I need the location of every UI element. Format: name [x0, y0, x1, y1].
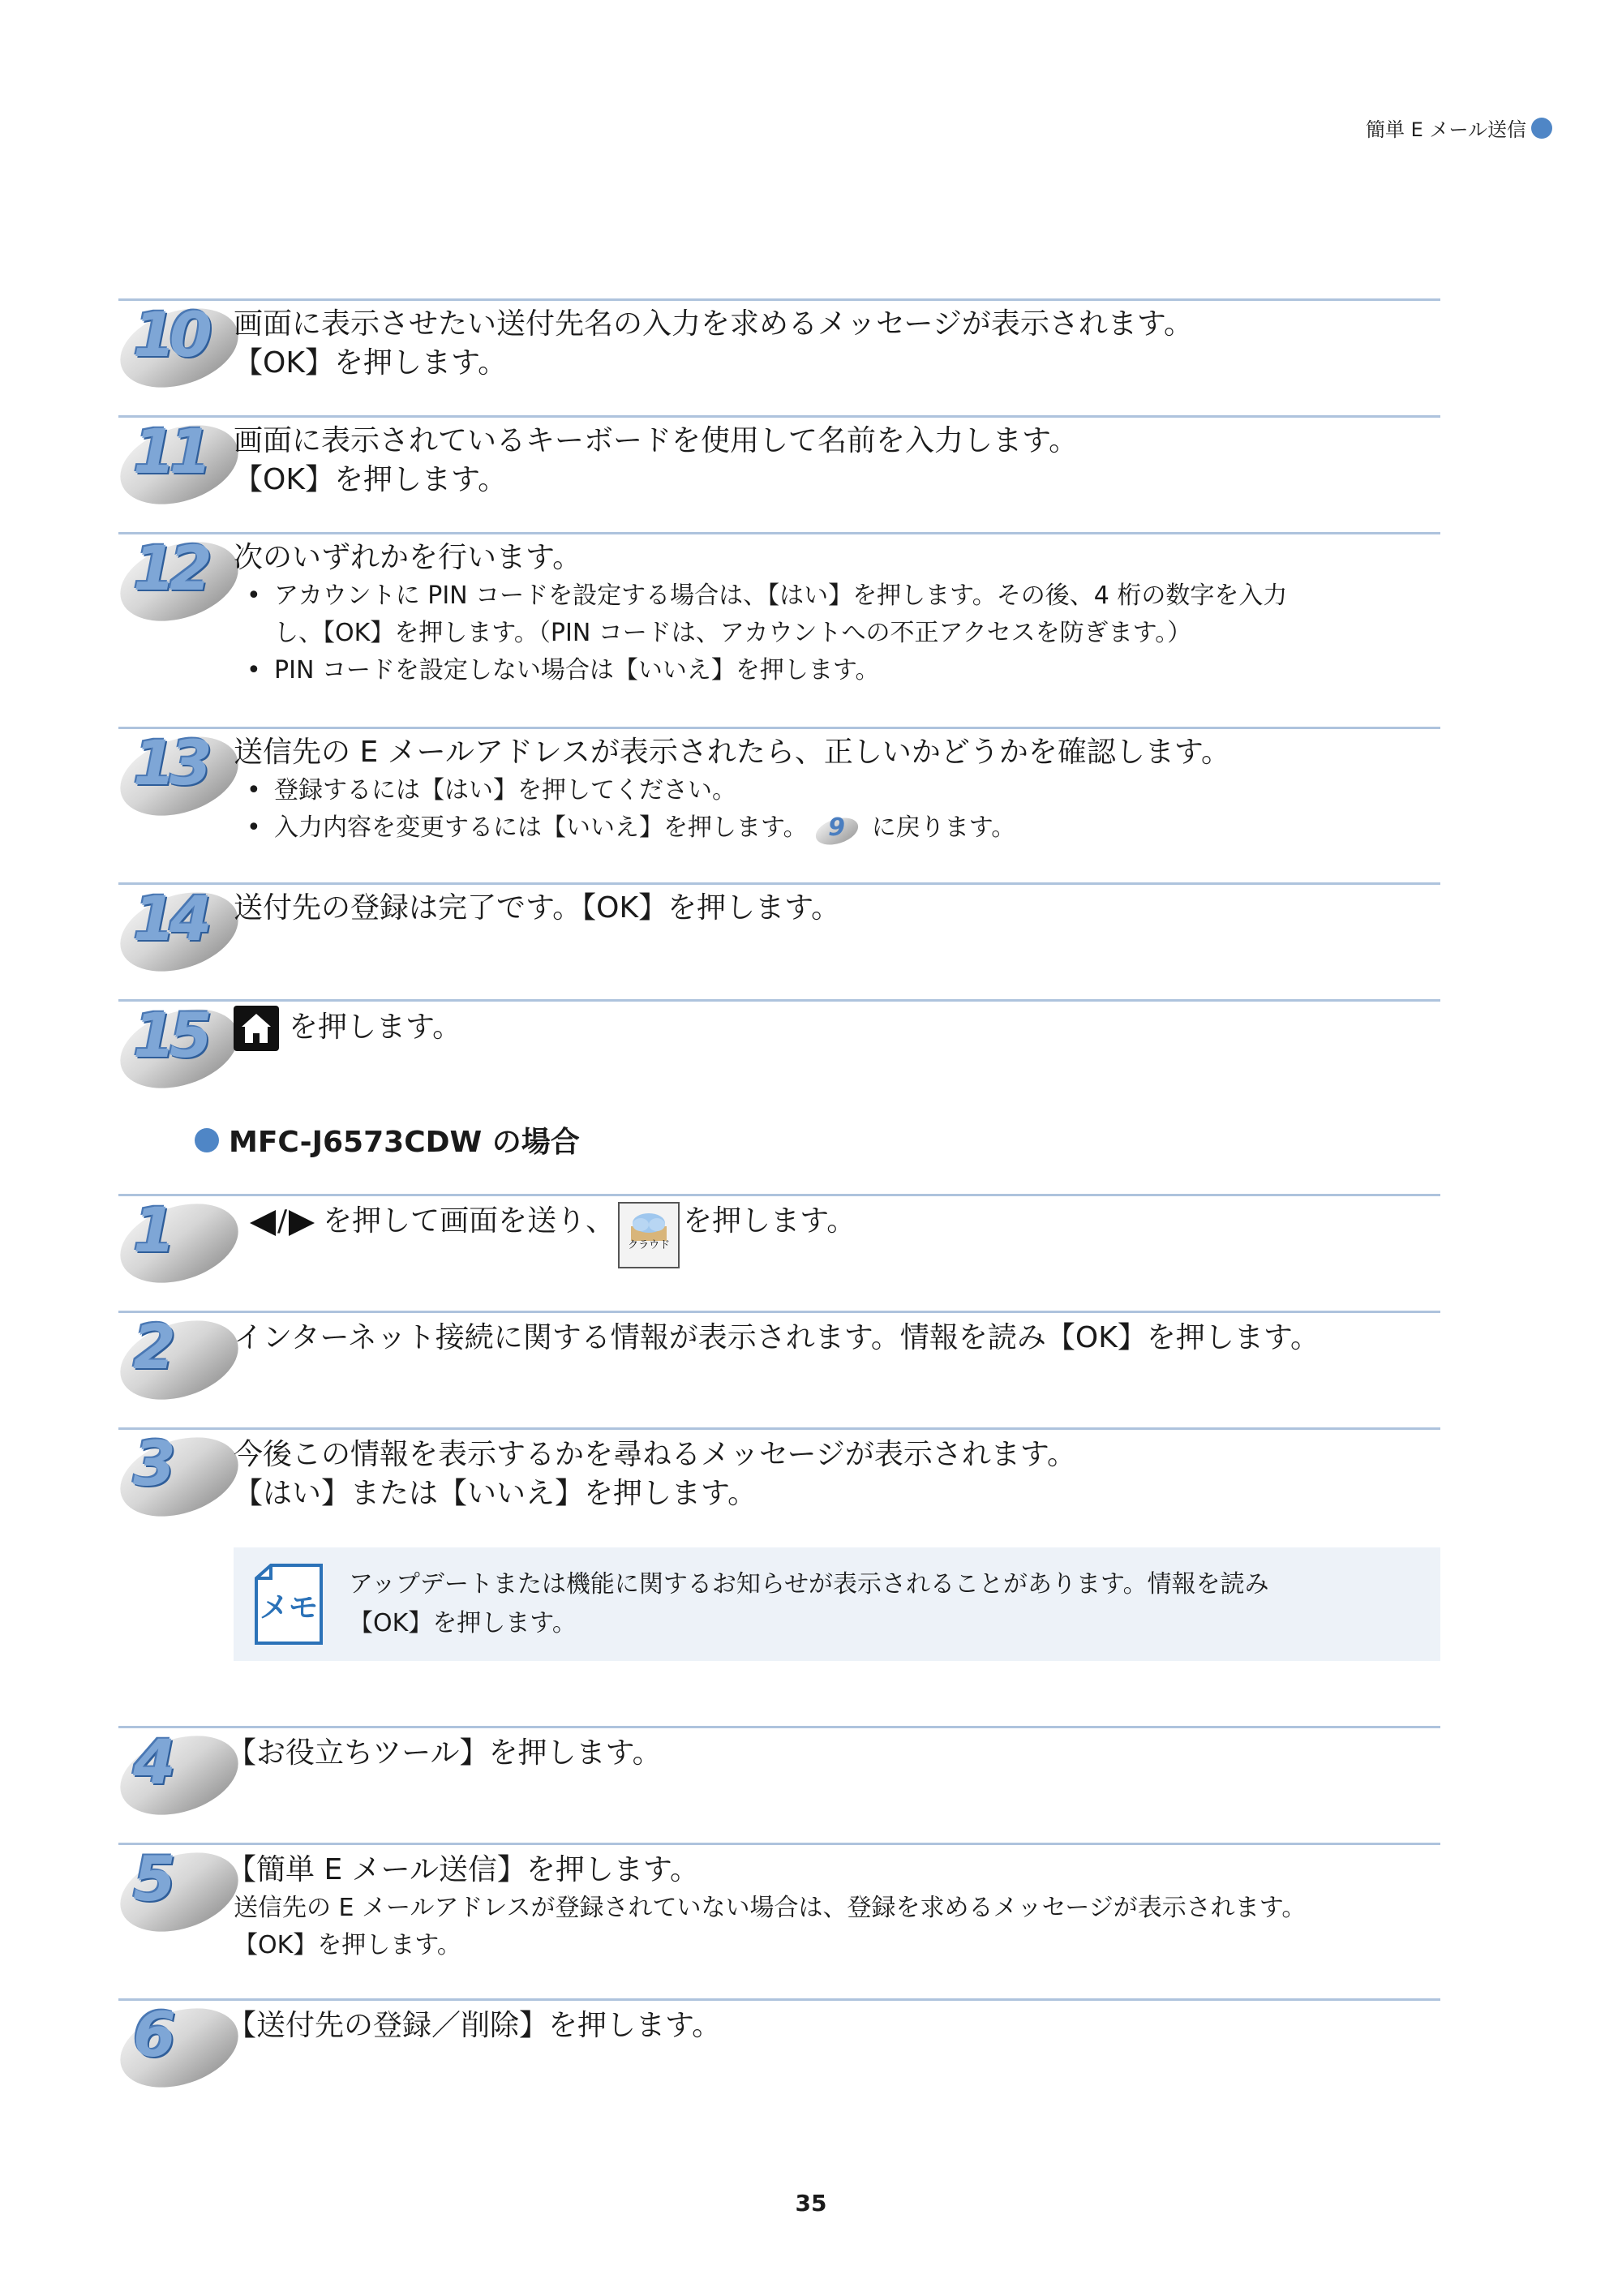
memo-text: アップデートまたは機能に関するお知らせが表示されることがあります。情報を読み 【OK】を押します。 — [349, 1570, 1269, 1637]
bullet-item: • 入力内容を変更するには【いいえ】を押します。 9 に戻ります。 — [234, 809, 1450, 847]
step-1 — [234, 1202, 1450, 1268]
bullet-item: • 登録するには【はい】を押してください。 — [234, 772, 1450, 809]
step-text: を押します。 — [289, 1011, 462, 1044]
step-6 — [227, 2006, 1444, 2045]
step-text: 画面に表示させたい送付先名の入力を求めるメッセージが表示されます。 — [234, 307, 1193, 341]
slash-separator: / — [277, 1204, 288, 1238]
step-badge-14: 14 — [118, 886, 240, 975]
step-text: を押して画面を送り、 — [323, 1204, 616, 1238]
bullet-dot-icon — [195, 1128, 219, 1152]
divider — [118, 1998, 1440, 2001]
memo-icon — [253, 1564, 324, 1645]
step-badge-2: 2 — [118, 1314, 240, 1403]
step-5 — [227, 1851, 1444, 1964]
step-badge-10: 10 — [118, 302, 240, 391]
home-icon[interactable] — [234, 1006, 279, 1051]
step-badge-12: 12 — [118, 535, 240, 624]
divider — [118, 727, 1440, 729]
step-badge-1: 1 — [118, 1197, 240, 1286]
bullet-item: • アカウントに PIN コードを設定する場合は、【はい】を押します。その後、4 桁の数字を入力 し、【OK】を押します。（PIN コードは、アカウントへの不正アクセスを防ぎます。） — [234, 577, 1450, 652]
right-arrow-icon[interactable] — [287, 1208, 316, 1248]
step-badge-15: 15 — [118, 1002, 240, 1092]
step-text: インターネット接続に関する情報が表示されます。情報を読み【OK】を押します。 — [234, 1321, 1319, 1354]
step-text: 次のいずれかを行います。 — [234, 541, 582, 574]
step-subtext: 【OK】を押します。 — [234, 1931, 461, 1959]
divider — [118, 1311, 1440, 1313]
step-11 — [234, 422, 1450, 500]
divider — [118, 999, 1440, 1002]
step-text: 【お役立ちツール】を押します。 — [227, 1736, 662, 1770]
divider — [118, 532, 1440, 534]
step-text: 送信先の E メールアドレスが表示されたら、正しいかどうかを確認します。 — [234, 736, 1230, 769]
divider — [118, 298, 1440, 301]
step-15 — [234, 1006, 1450, 1051]
running-header — [1366, 114, 1552, 142]
page-number: 35 — [795, 2190, 827, 2217]
svg-text:メモ: メモ — [259, 1591, 319, 1624]
step-text: 送付先の登録は完了です。【OK】を押します。 — [234, 891, 841, 925]
step-14 — [234, 889, 1450, 928]
section-heading — [195, 1119, 580, 1161]
header-title: 簡単 E メール送信 — [1366, 118, 1526, 141]
step-3 — [234, 1436, 1450, 1513]
cloud-button-label: クラウド — [628, 1239, 671, 1251]
step-text: 【送付先の登録／削除】を押します。 — [227, 2009, 722, 2042]
step-ref-badge-9[interactable]: 9 — [815, 813, 859, 845]
bullet-item: • PIN コードを設定しない場合は【いいえ】を押します。 — [234, 652, 1450, 689]
divider — [118, 1427, 1440, 1430]
step-badge-13: 13 — [118, 730, 240, 819]
memo-box — [234, 1547, 1440, 1661]
step-text: 【OK】を押します。 — [234, 346, 508, 380]
step-text: 【簡単 E メール送信】を押します。 — [227, 1853, 700, 1886]
step-badge-6: 6 — [118, 2002, 240, 2091]
step-4 — [227, 1734, 1444, 1773]
divider — [118, 1726, 1440, 1728]
step-badge-4: 4 — [118, 1729, 240, 1818]
left-arrow-icon[interactable] — [248, 1208, 277, 1248]
section-title: MFC-J6573CDW の場合 — [229, 1126, 580, 1159]
bullet-dot-icon — [1531, 118, 1552, 139]
divider — [118, 1194, 1440, 1196]
step-2 — [234, 1319, 1450, 1358]
step-subtext: 送信先の E メールアドレスが登録されていない場合は、登録を求めるメッセージが表示されます。 — [234, 1894, 1307, 1922]
divider — [118, 882, 1440, 885]
cloud-button[interactable] — [618, 1202, 680, 1268]
step-13 — [234, 733, 1450, 847]
divider — [118, 1843, 1440, 1845]
step-badge-3: 3 — [118, 1431, 240, 1520]
step-text: 画面に表示されているキーボードを使用して名前を入力します。 — [234, 424, 1079, 457]
step-text: 【OK】を押します。 — [234, 463, 508, 496]
step-text: 今後この情報を表示するかを尋ねるメッセージが表示されます。 — [234, 1438, 1076, 1471]
step-badge-11: 11 — [118, 418, 240, 508]
step-text: 【はい】または【いいえ】を押します。 — [234, 1477, 757, 1510]
step-badge-5: 5 — [118, 1846, 240, 1935]
divider — [118, 415, 1440, 418]
step-10 — [234, 305, 1450, 383]
step-text: を押します。 — [683, 1204, 856, 1238]
step-12 — [234, 539, 1450, 689]
